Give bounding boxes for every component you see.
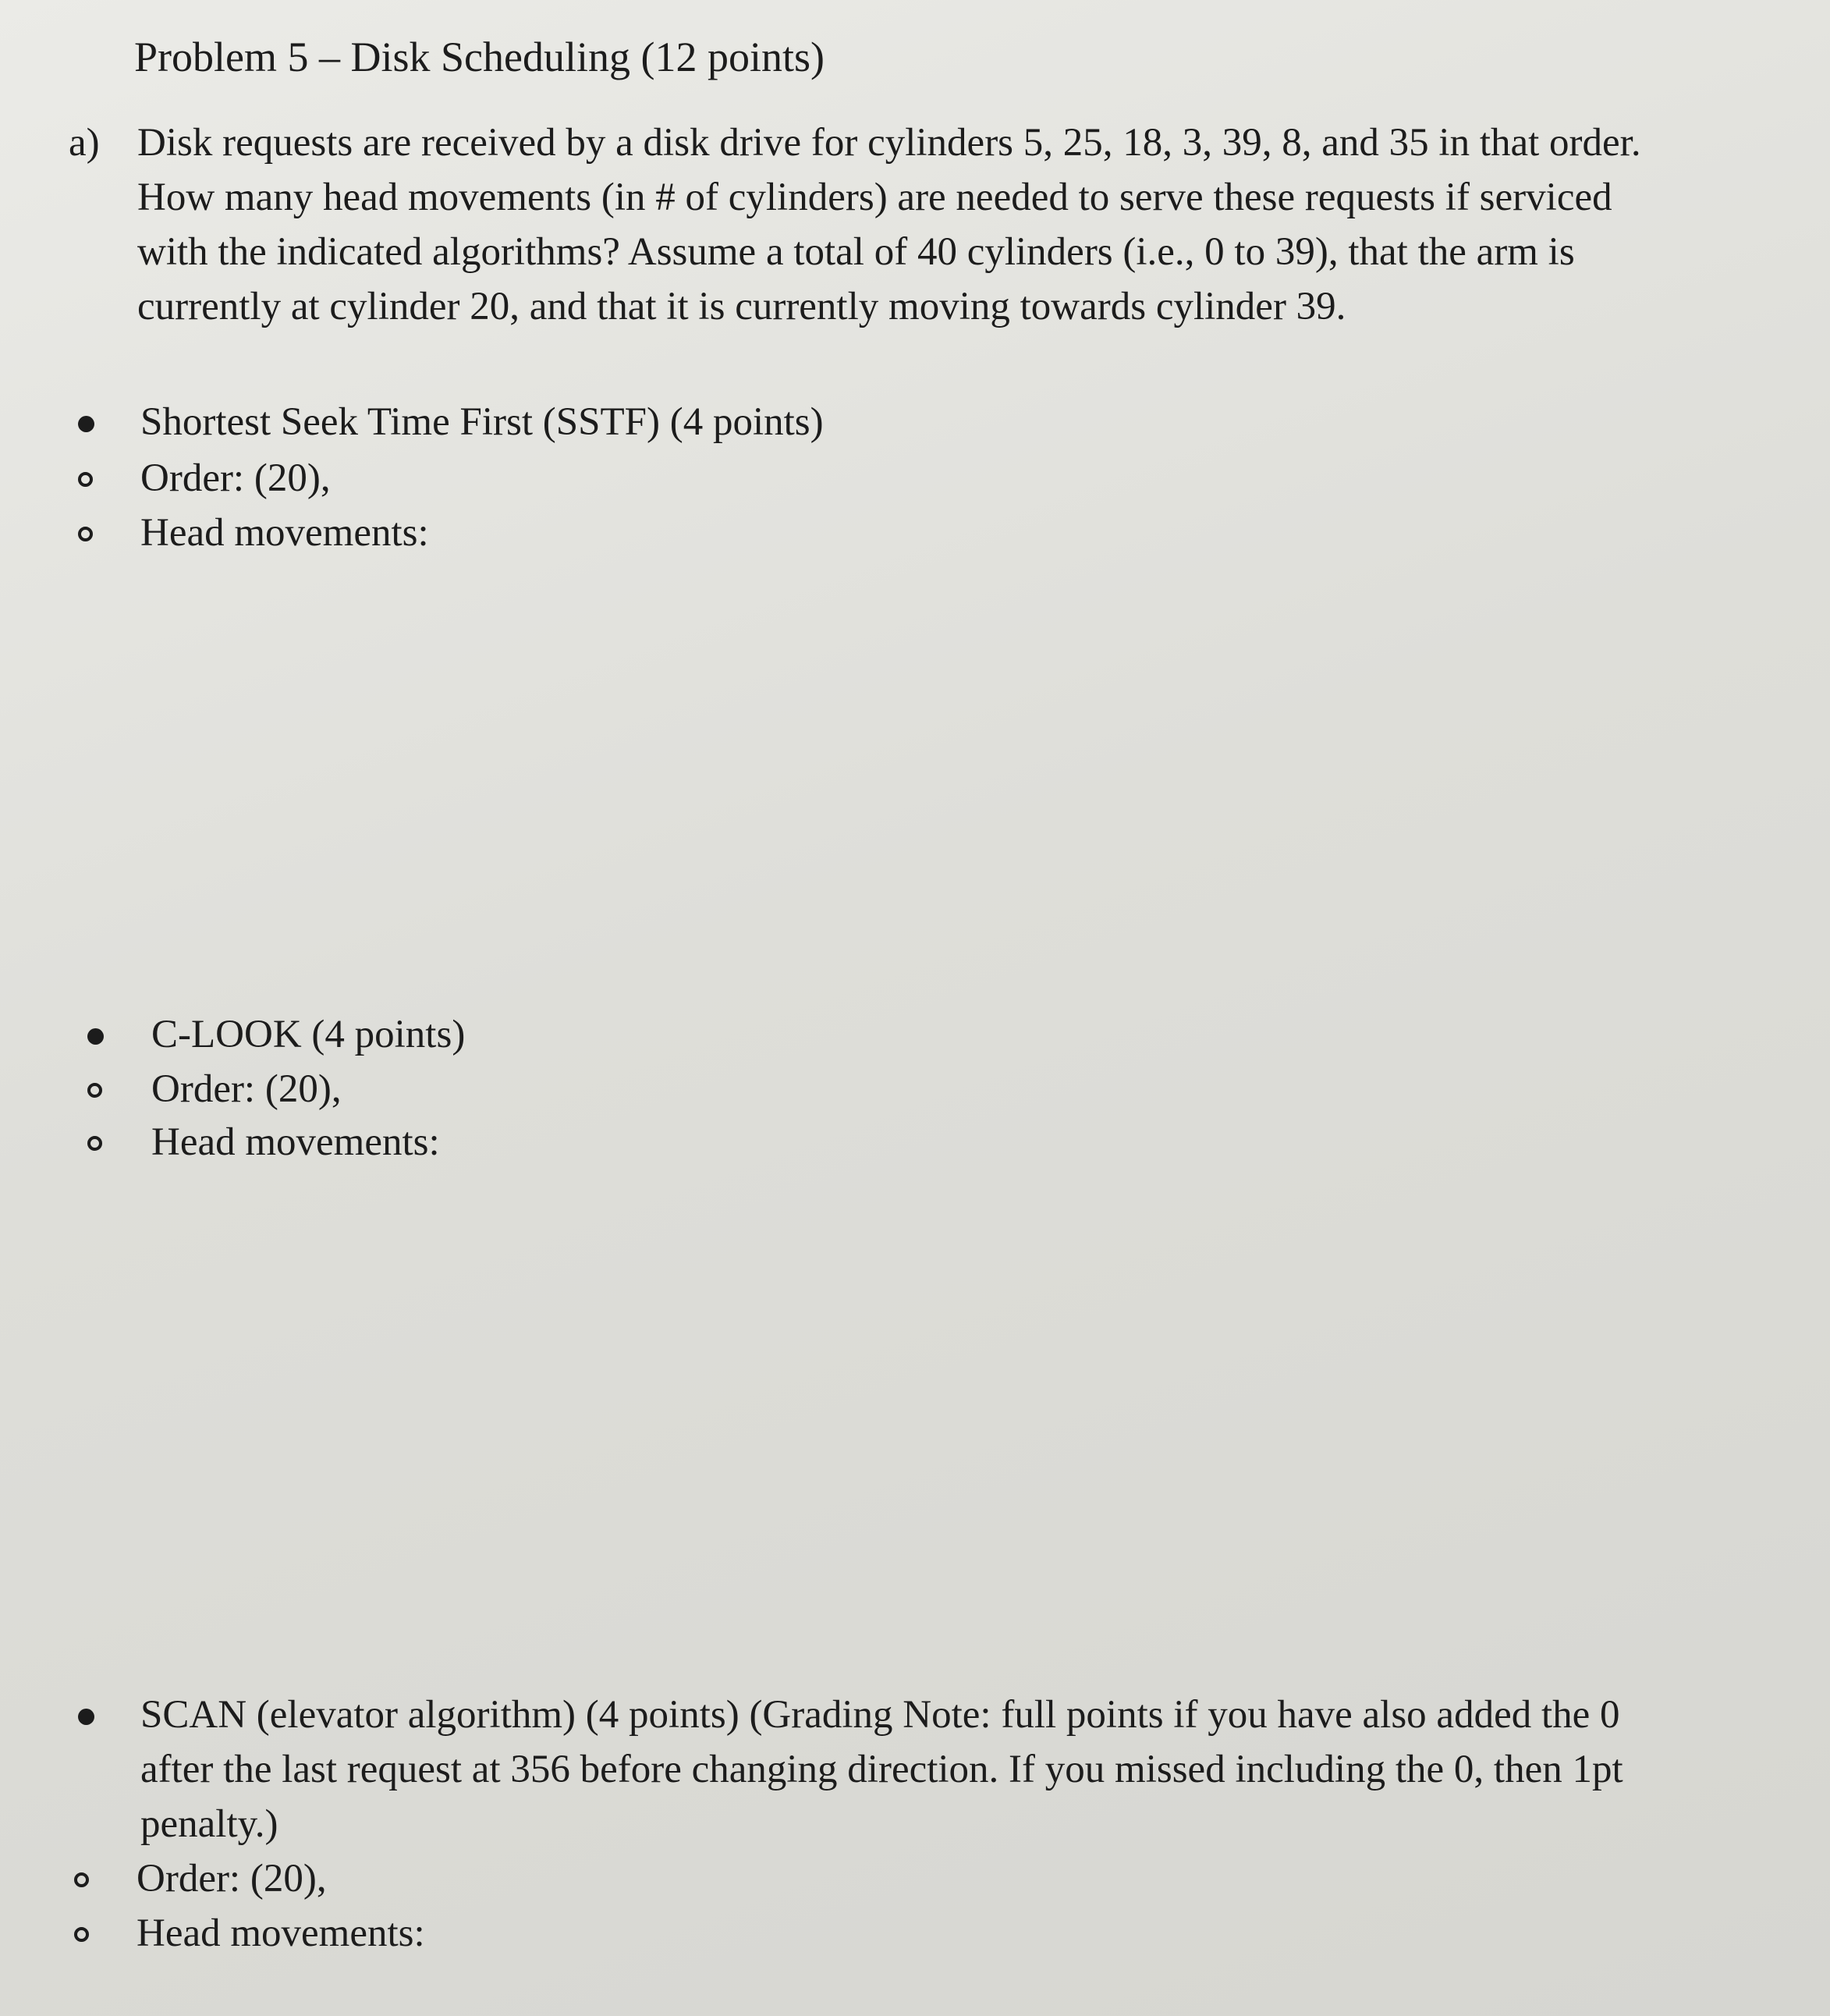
clook-order: Order: (20), [151, 1067, 342, 1111]
clook-heading: C-LOOK (4 points) [151, 1013, 466, 1056]
scan-order: Order: (20), [137, 1857, 327, 1901]
scan-movements: Head movements: [137, 1911, 425, 1955]
problem-line-1: Disk requests are received by a disk drive for cylinders 5, 25, 18, 3, 39, 8, and 35 in that order. [137, 121, 1641, 165]
part-label: a) [69, 121, 100, 165]
bleed-through-decoration [936, 780, 945, 823]
scan-heading-line-1: SCAN (elevator algorithm) (4 points) (Grading Note: full points if you have also added the 0 [140, 1693, 1620, 1737]
sub-bullet-icon [74, 1872, 89, 1887]
sstf-heading: Shortest Seek Time First (SSTF) (4 points) [140, 400, 824, 444]
bullet-icon [78, 416, 94, 432]
sub-bullet-icon [78, 472, 93, 487]
clook-movements: Head movements: [151, 1120, 440, 1164]
sstf-order: Order: (20), [140, 456, 331, 500]
bullet-icon [78, 1709, 94, 1725]
problem-line-4: currently at cylinder 20, and that it is currently moving towards cylinder 39. [137, 285, 1346, 328]
sub-bullet-icon [78, 527, 93, 541]
scan-heading-line-2: after the last request at 356 before changing direction. If you missed including the 0, then 1pt [140, 1748, 1623, 1791]
problem-line-3: with the indicated algorithms? Assume a total of 40 cylinders (i.e., 0 to 39), that the arm is [137, 230, 1575, 274]
problem-title: Problem 5 – Disk Scheduling (12 points) [134, 34, 825, 80]
sub-bullet-icon [87, 1136, 102, 1151]
sstf-movements: Head movements: [140, 511, 429, 555]
sub-bullet-icon [87, 1083, 102, 1098]
bullet-icon [87, 1028, 104, 1045]
sub-bullet-icon [74, 1927, 89, 1942]
scan-heading-line-3: penalty.) [140, 1802, 278, 1846]
problem-line-2: How many head movements (in # of cylinders) are needed to serve these requests if serviced [137, 176, 1612, 219]
